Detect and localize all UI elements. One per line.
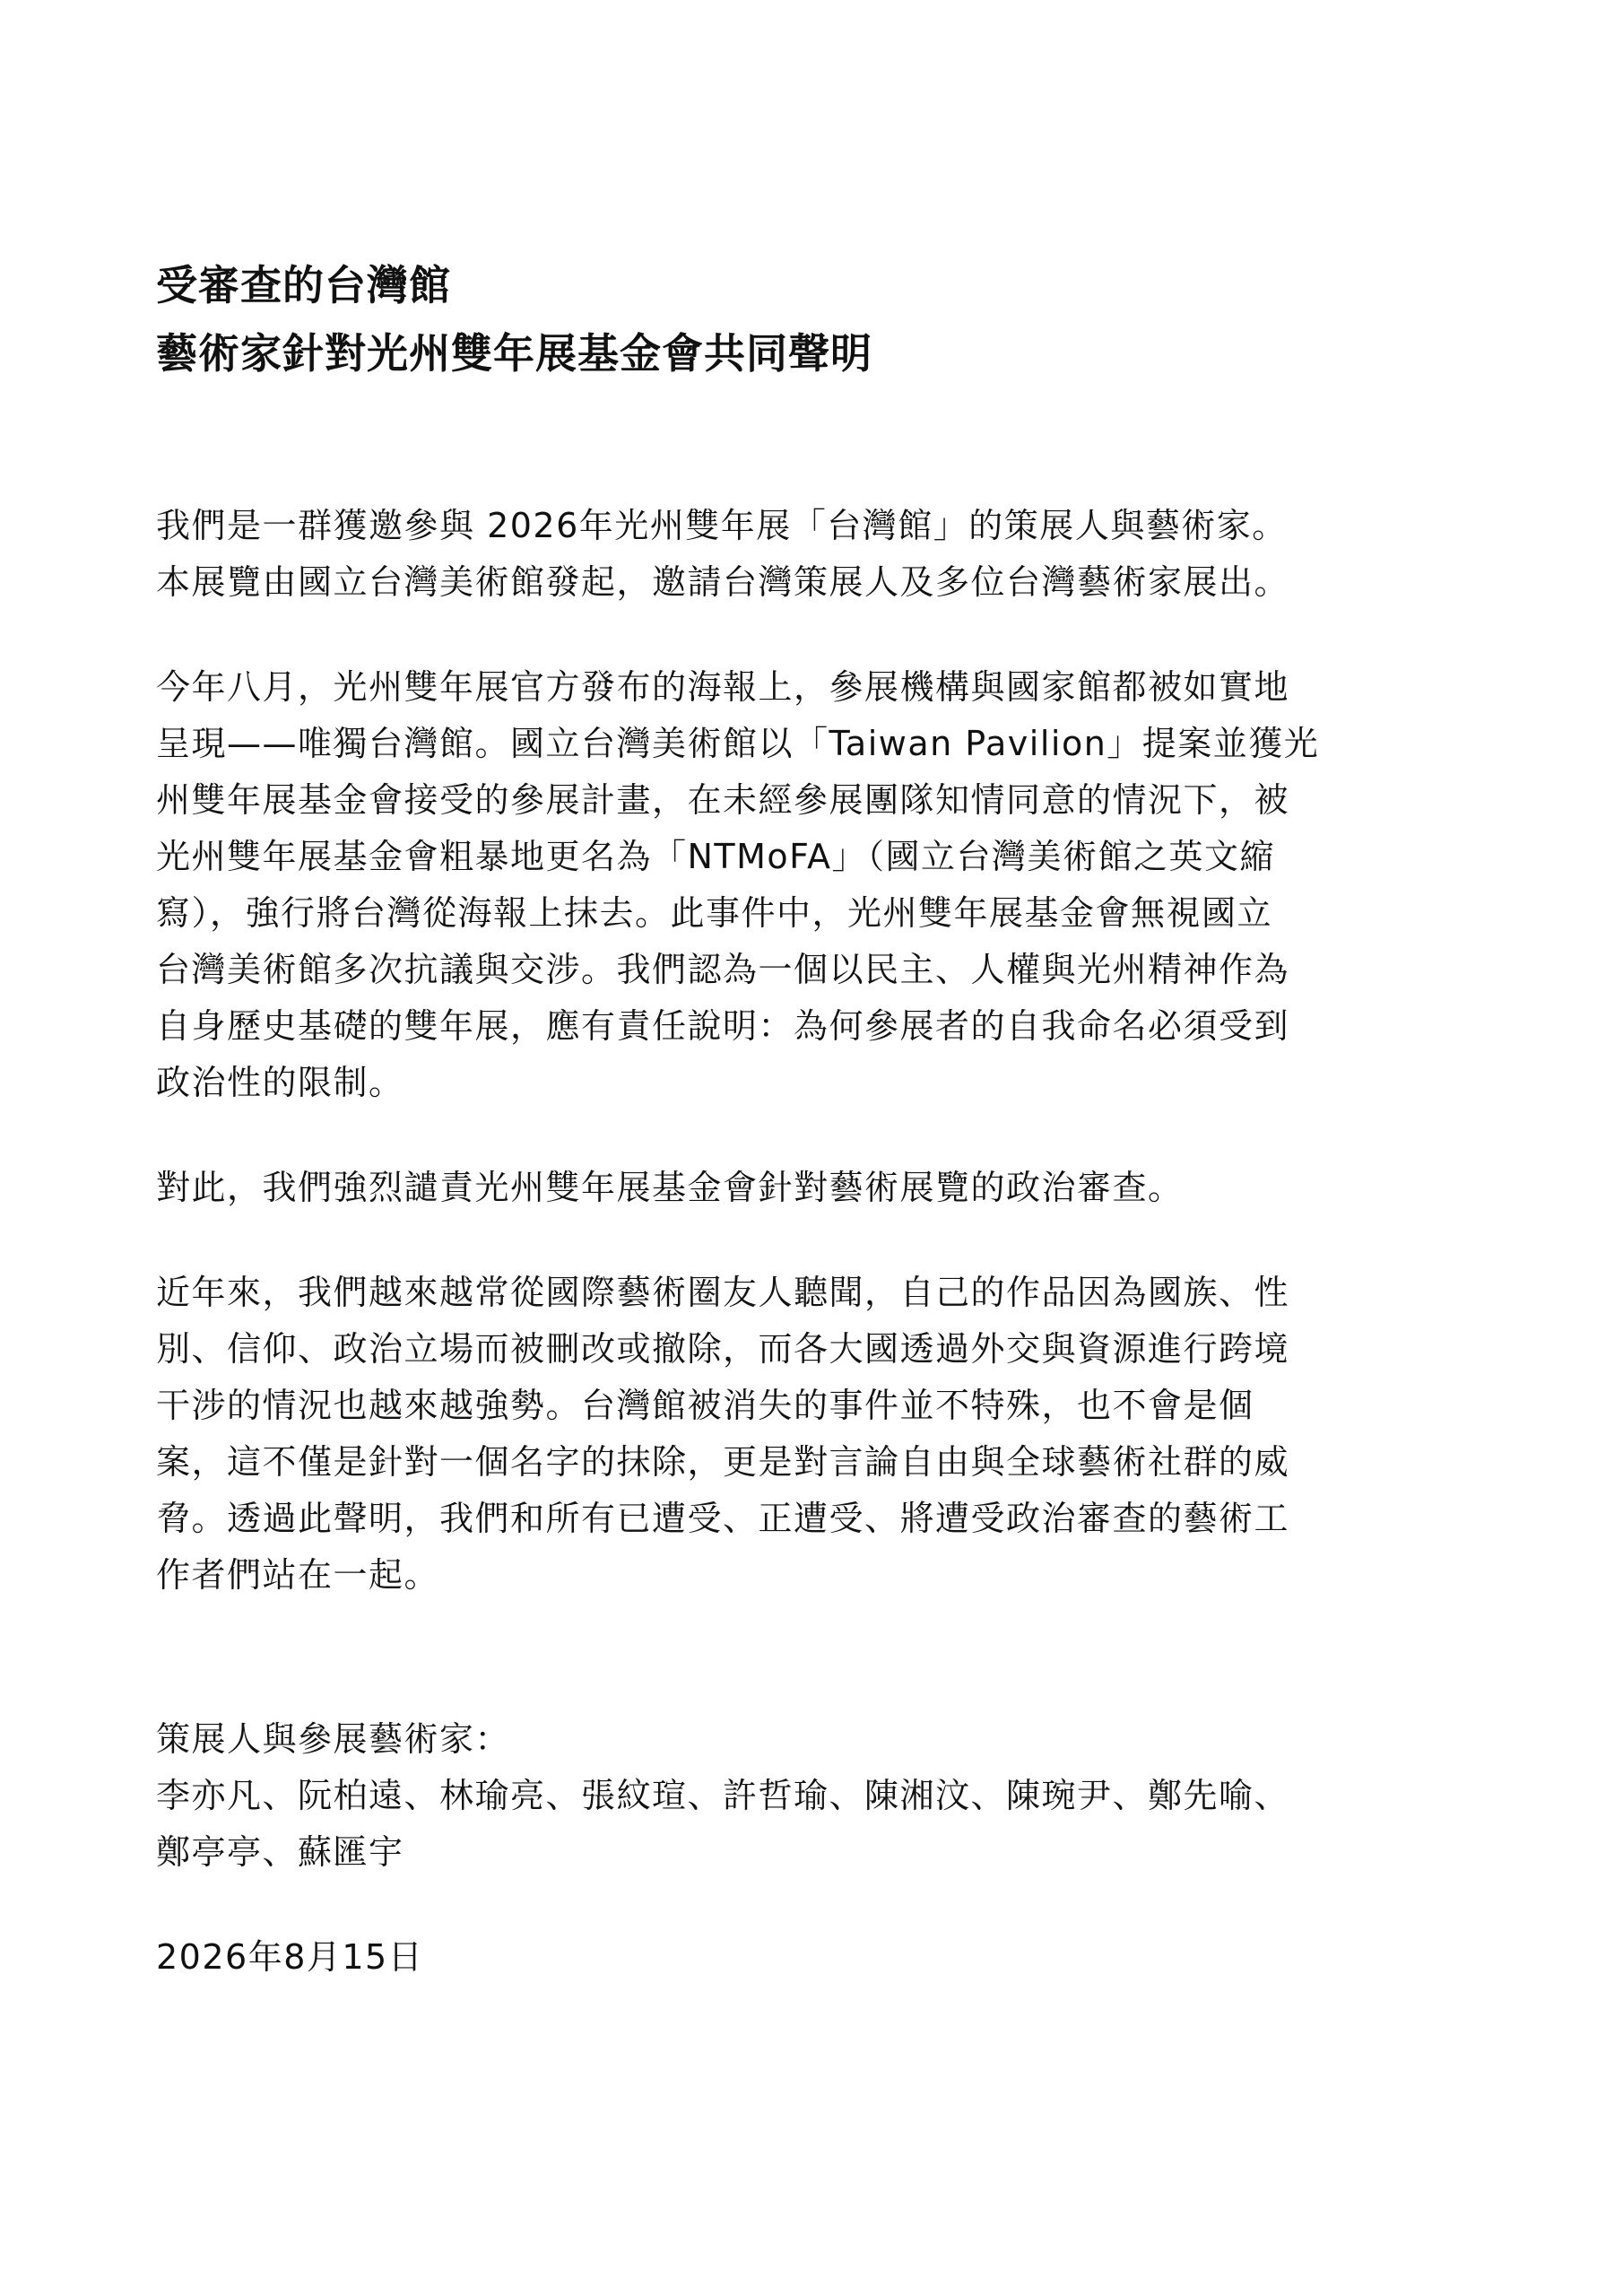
statement-title: [156, 251, 1456, 387]
text-line: 呈現——唯獨台灣館。國立台灣美術館以「Taiwan Pavilion」提案並獲光: [156, 724, 1320, 763]
title-line-2: 藝術家針對光州雙年展基金會共同聲明: [156, 329, 872, 378]
paragraph-condemnation: [156, 1160, 1465, 1216]
text-line: 我們是一群獲邀參與 2026年光州雙年展「台灣館」的策展人與藝術家。: [156, 506, 1288, 545]
text-line: 自身歷史基礎的雙年展，應有責任說明：為何參展者的自我命名必須受到: [156, 1006, 1290, 1046]
text-line: 今年八月，光州雙年展官方發布的海報上，參展機構與國家館都被如實地: [156, 667, 1290, 707]
statement-body: [156, 498, 1465, 1986]
signatories-heading: 策展人與參展藝術家：: [156, 1719, 511, 1759]
signatories-names: 鄭亭亭、蘇匯宇: [156, 1832, 404, 1872]
signatories: [156, 1711, 1465, 1881]
paragraph-introduction: [156, 498, 1465, 611]
text-line: 干涉的情況也越來越強勢。台灣館被消失的事件並不特殊，也不會是個: [156, 1386, 1254, 1425]
text-line: 光州雙年展基金會粗暴地更名為「NTMoFA」（國立台灣美術館之英文縮: [156, 837, 1276, 876]
text-line: 政治性的限制。: [156, 1063, 404, 1102]
text-line: 州雙年展基金會接受的參展計畫，在未經參展團隊知情同意的情況下，被: [156, 780, 1290, 820]
paragraph-incident: [156, 659, 1465, 1111]
text-line: 脅。透過此聲明，我們和所有已遭受、正遭受、將遭受政治審查的藝術工: [156, 1499, 1290, 1538]
title-line-1: 受審查的台灣館: [156, 261, 451, 309]
text-line: 別、信仰、政治立場而被刪改或撤除，而各大國透過外交與資源進行跨境: [156, 1329, 1290, 1369]
date-text: 2026年8月15日: [156, 1937, 424, 1977]
signatories-names: 李亦凡、阮柏遠、林瑜亮、張紋瑄、許哲瑜、陳湘汶、陳琬尹、鄭先喻、: [156, 1776, 1290, 1815]
paragraph-context: [156, 1265, 1465, 1604]
text-line: 案，這不僅是針對一個名字的抹除，更是對言論自由與全球藝術社群的威: [156, 1442, 1290, 1482]
statement-date: [156, 1929, 1465, 1986]
text-line: 作者們站在一起。: [156, 1555, 440, 1595]
text-line: 台灣美術館多次抗議與交涉。我們認為一個以民主、人權與光州精神作為: [156, 950, 1290, 989]
text-line: 寫），強行將台灣從海報上抹去。此事件中，光州雙年展基金會無視國立: [156, 893, 1273, 933]
text-line: 對此，我們強烈譴責光州雙年展基金會針對藝術展覽的政治審查。: [156, 1168, 1184, 1207]
text-line: 本展覽由國立台灣美術館發起，邀請台灣策展人及多位台灣藝術家展出。: [156, 562, 1290, 602]
text-line: 近年來，我們越來越常從國際藝術圈友人聽聞，自己的作品因為國族、性: [156, 1273, 1290, 1312]
